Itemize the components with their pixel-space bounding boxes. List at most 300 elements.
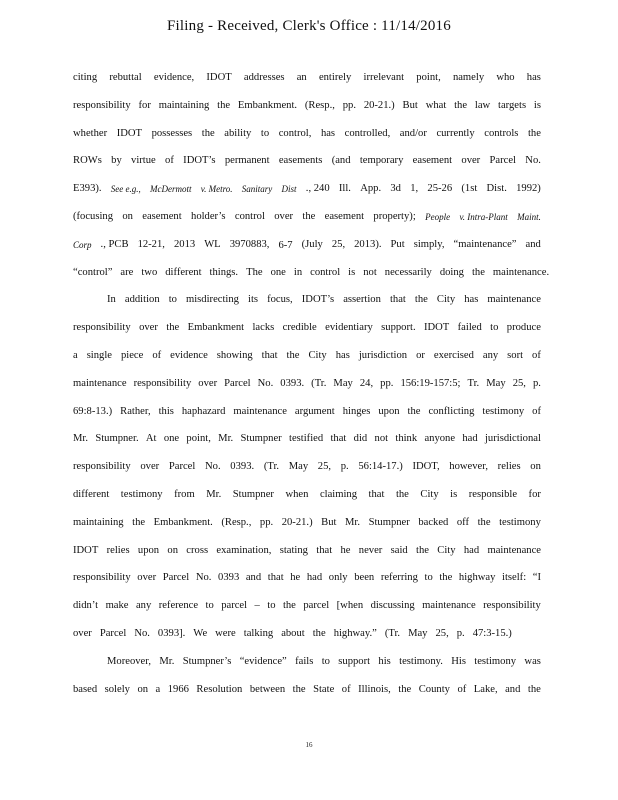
- word: support.: [381, 322, 416, 334]
- text-line: [73, 402, 541, 430]
- word: irrelevant: [363, 72, 405, 83]
- word: single: [86, 349, 112, 361]
- text-line: [73, 68, 541, 96]
- word: for: [528, 488, 541, 500]
- word: law: [474, 99, 491, 111]
- word: App.: [360, 183, 382, 195]
- word: holder’s: [191, 210, 226, 222]
- word: 12-21,: [137, 238, 165, 250]
- word: he: [340, 544, 351, 556]
- word: targets: [498, 99, 527, 111]
- word: two: [141, 266, 158, 278]
- text-line: [73, 541, 541, 569]
- word: had: [306, 572, 323, 584]
- word: Parcel: [99, 627, 127, 639]
- word: 3d: [390, 183, 401, 195]
- body-text: [73, 68, 550, 707]
- filing-header: Filing - Received, Clerk's Office : 11/14/2016: [167, 18, 451, 34]
- word: People: [425, 211, 451, 222]
- word: stating: [279, 544, 308, 556]
- word: think: [395, 433, 418, 445]
- word: Embankment.: [153, 516, 213, 528]
- word: “control”: [73, 266, 113, 278]
- word: Embankment.: [237, 99, 298, 111]
- word: WL: [204, 238, 221, 250]
- word: over: [139, 322, 158, 334]
- word: one: [270, 266, 286, 278]
- word: maintenance: [73, 377, 127, 389]
- word: fails: [295, 655, 314, 667]
- word: maintaining: [73, 516, 124, 528]
- word: had: [463, 544, 480, 556]
- word: controls: [484, 127, 519, 139]
- word: 1992): [516, 183, 541, 195]
- word: Lake,: [473, 683, 498, 695]
- word: the: [395, 488, 409, 500]
- word: on: [167, 544, 178, 556]
- word: jurisdictional: [484, 433, 541, 445]
- word: the: [217, 99, 231, 111]
- word: namely: [452, 72, 485, 83]
- word: parcel: [303, 600, 330, 612]
- word: ROWs: [73, 155, 102, 167]
- word: never: [358, 544, 383, 556]
- word: maintenance: [422, 600, 476, 612]
- word: that: [330, 433, 347, 445]
- word: by: [111, 155, 122, 167]
- word: who: [496, 72, 515, 83]
- word: 25,: [331, 238, 346, 250]
- word: testimony.: [399, 655, 443, 667]
- word: whether: [73, 127, 108, 139]
- word: But: [321, 516, 337, 528]
- word: the: [527, 683, 541, 695]
- word: IDOT’s: [301, 294, 335, 306]
- word: 25-26: [427, 183, 453, 195]
- word: failed: [457, 322, 482, 334]
- text-line: [73, 624, 541, 652]
- word: things.: [209, 266, 239, 278]
- word: upon: [378, 405, 400, 417]
- word: easements: [278, 155, 323, 167]
- word: of: [457, 683, 467, 695]
- word: argument: [294, 405, 335, 417]
- word: No.: [525, 155, 541, 167]
- word: 0393.: [230, 461, 255, 473]
- word: only: [328, 572, 348, 584]
- page-number: 16: [305, 741, 313, 749]
- word: Mr.: [73, 433, 89, 445]
- word: discussing: [370, 600, 415, 612]
- word: piece: [120, 349, 144, 361]
- word: focus,: [267, 294, 293, 306]
- word: over: [73, 627, 92, 639]
- word: pp.: [342, 99, 356, 111]
- word: has: [464, 294, 479, 306]
- word: a: [73, 349, 78, 361]
- word: control,: [278, 127, 312, 139]
- word: May: [408, 627, 428, 639]
- word: responsibility: [133, 377, 192, 389]
- word: E393).: [73, 183, 102, 195]
- word: highway: [458, 572, 496, 584]
- word: simply,: [413, 238, 445, 250]
- word: control: [310, 266, 341, 278]
- word: that: [368, 488, 385, 500]
- word: [when: [336, 600, 364, 612]
- word: the: [477, 516, 491, 528]
- word: that: [389, 294, 406, 306]
- word: easement: [142, 210, 182, 222]
- word: Maint.: [517, 211, 541, 222]
- word: on: [122, 210, 133, 222]
- word: easement: [324, 210, 365, 222]
- word: McDermott: [150, 184, 192, 195]
- word: testimony: [499, 516, 541, 528]
- word: over: [198, 377, 218, 389]
- word: Parcel: [224, 377, 251, 389]
- word: over: [140, 461, 160, 473]
- text-line: [73, 568, 541, 596]
- word: the: [398, 683, 412, 695]
- word: 1,: [410, 183, 419, 195]
- word: of: [341, 683, 351, 695]
- word: over: [274, 210, 294, 222]
- word: on: [530, 461, 541, 473]
- word: talking: [243, 627, 274, 639]
- word: State: [313, 683, 335, 695]
- word: has: [320, 127, 336, 139]
- word: the: [286, 349, 300, 361]
- word: one: [163, 433, 180, 445]
- word: an: [296, 72, 307, 83]
- word: the: [302, 210, 316, 222]
- word: referring: [380, 572, 418, 584]
- text-line: [73, 318, 541, 346]
- word: temporary: [359, 155, 404, 167]
- word: May: [486, 377, 506, 389]
- word: the: [201, 127, 215, 139]
- word: a: [155, 683, 161, 695]
- text-line: [73, 374, 541, 402]
- text-line: [73, 151, 541, 179]
- word: v. Metro.: [200, 184, 233, 195]
- word: Tr.: [467, 377, 480, 389]
- word: possesses: [151, 127, 193, 139]
- word: in: [293, 266, 303, 278]
- word: 20-21.): [363, 99, 395, 111]
- word: he: [290, 572, 301, 584]
- word: to: [321, 655, 330, 667]
- word: Stumpner’s: [182, 655, 232, 667]
- word: Parcel: [489, 155, 516, 167]
- word: IDOT: [116, 127, 142, 139]
- word: ., PCB: [100, 238, 129, 250]
- word: Put: [390, 238, 405, 250]
- word: relies: [497, 461, 521, 473]
- word: what: [425, 99, 447, 111]
- word: 24,: [359, 377, 374, 389]
- word: Stumpner: [368, 516, 410, 528]
- word: to: [260, 127, 270, 139]
- word: the: [527, 127, 541, 139]
- word: pp.: [380, 377, 394, 389]
- word: is: [533, 99, 541, 111]
- word: –: [254, 600, 260, 612]
- word: credible: [282, 322, 317, 334]
- word: and: [505, 683, 521, 695]
- word: evidence: [170, 349, 208, 361]
- word: Resolution: [196, 683, 243, 695]
- word: the: [282, 600, 296, 612]
- word: Dist: [281, 184, 297, 195]
- word: maintenance: [233, 405, 287, 417]
- word: has: [526, 72, 541, 83]
- word: IDOT,: [412, 461, 440, 473]
- word: from: [174, 488, 195, 500]
- word: to: [490, 322, 499, 334]
- word: assertion: [343, 294, 381, 306]
- word: responsibility: [73, 99, 131, 111]
- word: produce: [506, 322, 541, 334]
- word: 156:19-157:5;: [400, 377, 461, 389]
- word: But: [402, 99, 418, 111]
- word: highway.”: [333, 627, 377, 639]
- word: parcel: [221, 600, 248, 612]
- word: testimony: [120, 488, 163, 500]
- word: based: [73, 683, 98, 695]
- word: Stumpner: [240, 433, 282, 445]
- word: sort: [507, 349, 524, 361]
- word: City: [308, 349, 327, 361]
- word: the: [312, 627, 326, 639]
- word: over: [461, 155, 481, 167]
- word: ., 240: [305, 183, 330, 195]
- word: In: [107, 294, 116, 306]
- word: point,: [186, 433, 211, 445]
- word: to: [267, 600, 276, 612]
- word: IDOT: [423, 322, 450, 334]
- word: p.: [456, 627, 465, 639]
- word: 6-7: [278, 239, 293, 251]
- word: evidentiary: [325, 322, 373, 334]
- word: See e.g.,: [110, 184, 141, 195]
- word: support: [338, 655, 371, 667]
- word: 69:8-13.): [73, 405, 113, 417]
- word: solely: [104, 683, 130, 695]
- word: conflicting: [428, 405, 475, 417]
- word: (Resp.,: [304, 99, 335, 111]
- text-line: [73, 235, 541, 263]
- word: testimony: [482, 405, 525, 417]
- word: Rather,: [120, 405, 151, 417]
- word: claiming: [319, 488, 358, 500]
- word: Mr.: [218, 433, 234, 445]
- word: p.: [340, 461, 349, 473]
- word: responsibility: [483, 600, 541, 612]
- word: “maintenance”: [453, 238, 517, 250]
- word: No.: [195, 572, 212, 584]
- word: its: [248, 294, 259, 306]
- word: (Tr.: [384, 627, 401, 639]
- word: IDOT: [73, 544, 99, 556]
- word: 0393.: [280, 377, 305, 389]
- word: the: [471, 266, 485, 278]
- word: exercised: [433, 349, 474, 361]
- word: and: [245, 572, 262, 584]
- word: responsibility: [73, 461, 131, 473]
- word: of: [532, 405, 541, 417]
- text-line: [73, 346, 541, 374]
- word: showing: [216, 349, 253, 361]
- word: (1st: [461, 183, 478, 195]
- word: maintaining: [158, 99, 210, 111]
- word: rebuttal: [109, 72, 142, 83]
- word: ability: [224, 127, 252, 139]
- word: maintenance: [487, 544, 541, 556]
- word: IDOT: [206, 72, 232, 83]
- word: Parcel: [168, 461, 196, 473]
- word: about: [281, 627, 305, 639]
- word: Mr.: [345, 516, 361, 528]
- word: maintenance.: [492, 266, 550, 278]
- word: however,: [449, 461, 488, 473]
- word: didn’t: [73, 600, 99, 612]
- word: of: [152, 349, 162, 361]
- word: Dist.: [486, 183, 507, 195]
- word: of: [165, 155, 174, 167]
- word: Mr.: [206, 488, 222, 500]
- word: responsibility: [73, 322, 131, 334]
- word: different: [73, 488, 110, 500]
- word: Parcel: [162, 572, 190, 584]
- text-line: [73, 96, 541, 124]
- word: 2013).: [354, 238, 382, 250]
- word: (Tr.: [263, 461, 280, 473]
- word: addresses: [243, 72, 285, 83]
- word: upon: [137, 544, 160, 556]
- word: doing: [439, 266, 464, 278]
- text-line: [73, 457, 541, 485]
- word: not: [363, 266, 377, 278]
- word: County: [418, 683, 450, 695]
- word: 0393].: [157, 627, 186, 639]
- word: Mr.: [159, 655, 175, 667]
- text-line: [73, 596, 541, 624]
- word: the: [407, 405, 421, 417]
- word: v. Intra-Plant: [459, 211, 508, 222]
- word: 25,: [317, 461, 332, 473]
- word: hinges: [342, 405, 371, 417]
- word: of: [532, 349, 541, 361]
- word: that: [316, 544, 333, 556]
- word: the: [439, 572, 453, 584]
- word: p.: [532, 377, 541, 389]
- word: We: [193, 627, 208, 639]
- word: “evidence”: [239, 655, 287, 667]
- word: virtue: [131, 155, 156, 167]
- word: Embankment: [187, 322, 245, 334]
- word: testimony: [474, 655, 517, 667]
- word: currently: [436, 127, 475, 139]
- word: (Tr.: [311, 377, 327, 389]
- word: been: [354, 572, 375, 584]
- word: over: [137, 572, 157, 584]
- word: different: [165, 266, 202, 278]
- word: City: [420, 488, 439, 500]
- word: and: [525, 238, 541, 250]
- word: point,: [416, 72, 441, 83]
- word: addition: [124, 294, 160, 306]
- word: Ill.: [338, 183, 351, 195]
- word: (and: [331, 155, 351, 167]
- word: Corp: [73, 239, 92, 250]
- word: 20-21.): [281, 516, 313, 528]
- word: relies: [106, 544, 130, 556]
- word: said: [390, 544, 408, 556]
- word: the: [454, 99, 468, 111]
- text-line: [73, 485, 541, 513]
- word: permanent: [224, 155, 270, 167]
- word: any: [135, 600, 152, 612]
- word: on: [137, 683, 149, 695]
- word: Sanitary: [241, 184, 273, 195]
- word: cross: [186, 544, 209, 556]
- text-line: [73, 429, 541, 457]
- word: between: [249, 683, 286, 695]
- word: has: [335, 349, 350, 361]
- word: off: [456, 516, 470, 528]
- word: May: [333, 377, 353, 389]
- word: the: [416, 544, 429, 556]
- word: are: [120, 266, 134, 278]
- word: No.: [205, 461, 221, 473]
- text-line: [73, 290, 541, 318]
- text-line: [73, 513, 541, 541]
- word: testified: [289, 433, 324, 445]
- text-line: [73, 124, 541, 152]
- word: responsibility: [73, 572, 131, 584]
- word: 3970883,: [229, 238, 270, 250]
- word: (Resp.,: [221, 516, 252, 528]
- word: “I: [532, 572, 541, 584]
- word: itself:: [502, 572, 527, 584]
- word: control: [234, 210, 265, 222]
- word: the: [166, 322, 180, 334]
- word: necessarily: [384, 266, 432, 278]
- text-line: [73, 680, 541, 708]
- word: jurisdiction: [358, 349, 408, 361]
- word: City: [437, 544, 456, 556]
- word: anyone: [424, 433, 456, 445]
- word: The: [246, 266, 263, 278]
- text-line: [73, 652, 541, 680]
- word: was: [524, 655, 541, 667]
- word: maintenance: [487, 294, 541, 306]
- word: responsible: [468, 488, 518, 500]
- word: easement: [412, 155, 453, 167]
- word: Illinois,: [358, 683, 391, 695]
- word: had: [462, 433, 478, 445]
- word: His: [451, 655, 466, 667]
- word: were: [215, 627, 236, 639]
- word: any: [482, 349, 499, 361]
- word: property);: [373, 210, 416, 222]
- word: No.: [257, 377, 274, 389]
- word: did: [353, 433, 368, 445]
- word: for: [138, 99, 151, 111]
- word: the: [414, 294, 428, 306]
